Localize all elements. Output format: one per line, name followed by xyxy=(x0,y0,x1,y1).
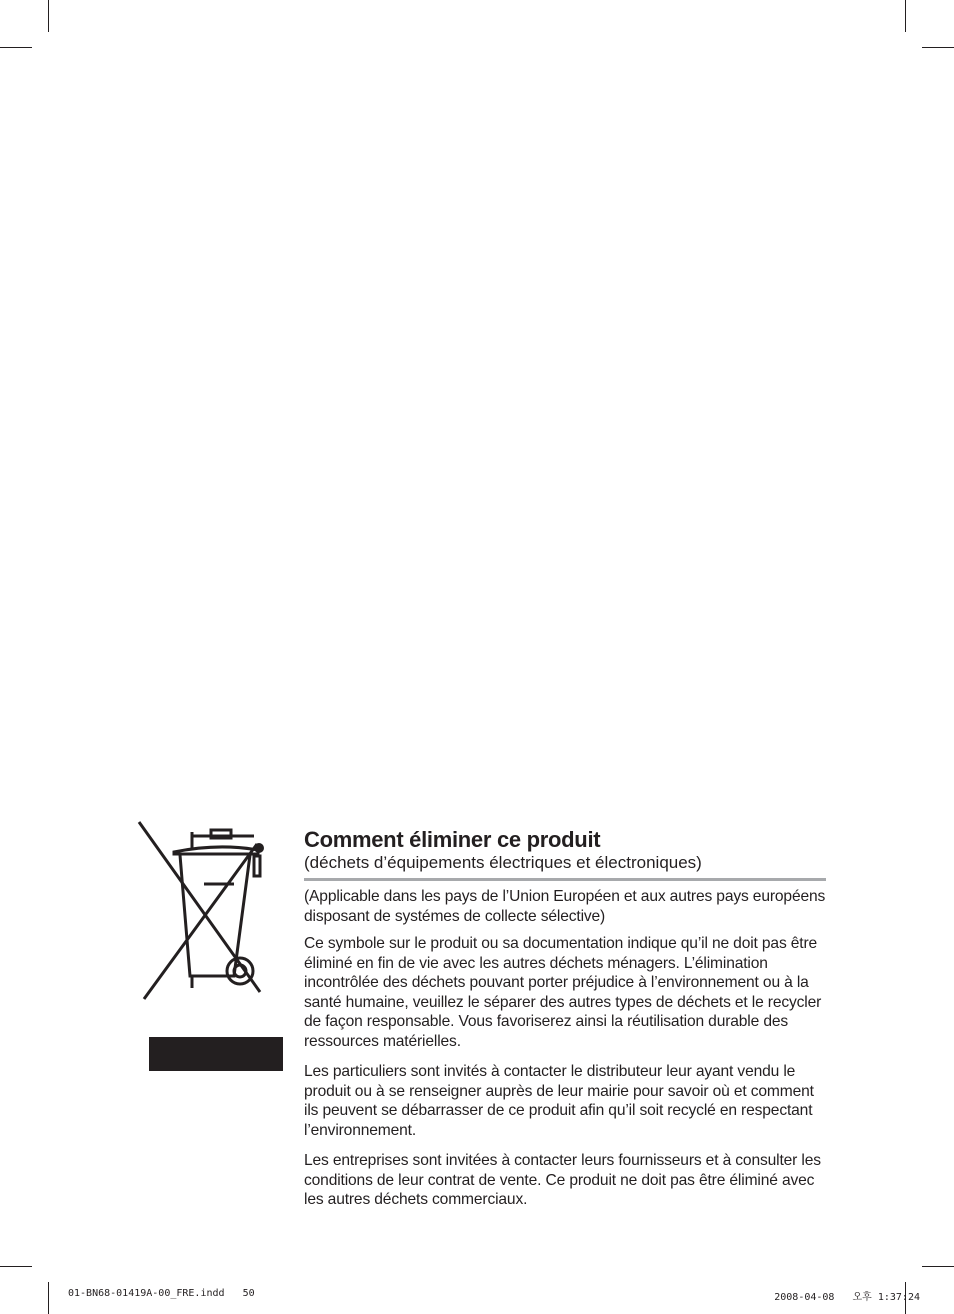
crossed-out-wheelie-bin-icon xyxy=(136,818,264,1002)
disposal-notice xyxy=(304,826,826,1221)
black-bar xyxy=(149,1037,283,1071)
notice-subtitle: (déchets d’équipements électriques et électroniques) xyxy=(304,853,702,872)
crop-mark xyxy=(48,0,49,32)
footer-filename: 01-BN68-01419A-00_FRE.indd 50 xyxy=(68,1288,255,1299)
crop-mark xyxy=(922,47,954,48)
crop-mark xyxy=(0,47,32,48)
paragraph-individuals: Les particuliers sont invités à contacter le distributeur leur ayant vendu le produit ou à se renseigner auprès de leur mairie pour savoir où et comment ils peuvent se débarrasser de ce produit afin qu’il soit recyclé en respectant l’environnement. xyxy=(304,1063,814,1139)
paragraph-businesses: Les entreprises sont invitées à contacter leurs fournisseurs et à consulter les conditions de leur contrat de vente. Ce produit ne doit pas être éliminé avec les autres déchets commerciaux. xyxy=(304,1152,821,1208)
footer-timestamp: 2008-04-08 오후 1:37:24 xyxy=(774,1292,920,1303)
paragraph-applicability: (Applicable dans les pays de l’Union Européen et aux autres pays européens disposant de systémes de collecte sélective) xyxy=(304,888,826,925)
crop-mark xyxy=(905,0,906,32)
crop-mark xyxy=(48,1282,49,1314)
crop-mark xyxy=(922,1266,954,1267)
notice-title: Comment éliminer ce produit xyxy=(304,827,601,852)
divider xyxy=(304,878,826,881)
paragraph-symbol-meaning: Ce symbole sur le produit ou sa documentation indique qu’il ne doit pas être éliminé en fin de vie avec les autres déchets ménagers. L’élimination incontrôlée des déchets pouvant porter préjudice à l’environnement ou à la santé humaine, veuillez le séparer des autres types de déchets et le recycler de façon responsable. Vous favoriserez ainsi la réutilisation durable des ressources matérielles. xyxy=(304,935,822,1050)
crop-mark xyxy=(0,1266,32,1267)
